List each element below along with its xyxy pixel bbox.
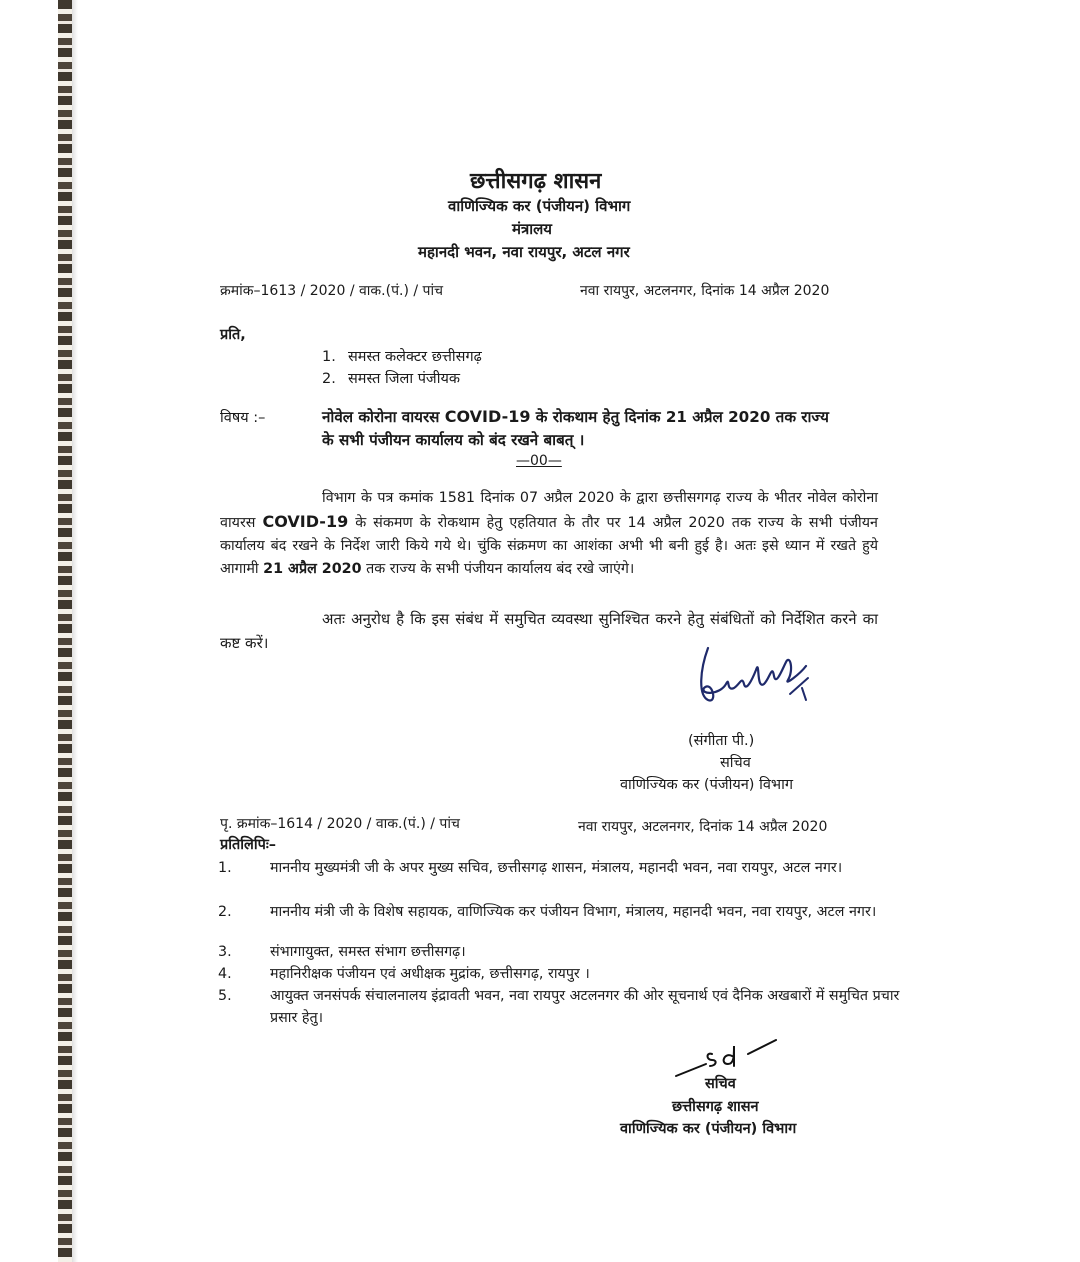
to-item-text: समस्त कलेक्टर छत्तीसगढ़ [348, 349, 482, 365]
subject-line2: के सभी पंजीयन कार्यालय को बंद रखने बाबत् । [322, 431, 585, 449]
subject-covid: COVID-19 [444, 407, 531, 426]
to-label: प्रति, [220, 327, 246, 343]
ref2-place-date: नवा रायपुर, अटलनगर, दिनांक 14 अप्रैल 2020 [578, 819, 828, 835]
p1-part-c: तक राज्य के सभी पंजीयन कार्यालय बंद रखे जाएंगे। [361, 561, 635, 577]
body-paragraph-2: अतः अनुरोध है कि इस संबंध में समुचित व्यवस्था सुनिश्चित करने हेतु संबंधितों को निर्देशित करने का कष्ट करें। [220, 610, 878, 652]
header-department: वाणिज्यिक कर (पंजीयन) विभाग [448, 197, 631, 215]
to-item-text: समस्त जिला पंजीयक [348, 371, 460, 387]
to-item-1 [322, 346, 482, 366]
p1-date: 21 अप्रैल 2020 [263, 561, 362, 577]
binding-edge [58, 0, 72, 1262]
p1-covid: COVID-19 [262, 512, 349, 531]
copy-item-number: 3. [218, 944, 232, 960]
p1-part-a: विभाग के पत्र कमांक 1581 दिनांक 07 अप्रैल 2020 के द्वारा छत्तीसगगढ़ राज्य के भीतर नोवेल कोरोना वायरस [220, 490, 878, 531]
copy-item-number: 1. [218, 860, 232, 876]
signatory2-govt: छत्तीसगढ़ शासन [672, 1099, 759, 1115]
ref-place-date: नवा रायपुर, अटलनगर, दिनांक 14 अप्रैल 2020 [580, 283, 830, 299]
signatory2-title: सचिव [705, 1076, 736, 1092]
binding-shadow [72, 0, 78, 1262]
header-ministry: मंत्रालय [512, 220, 553, 238]
copy-item-number: 4. [218, 966, 232, 982]
signatory1-dept: वाणिज्यिक कर (पंजीयन) विभाग [620, 777, 793, 793]
copy-item-text: आयुक्त जनसंपर्क संचालनालय इंद्रावती भवन, नवा रायपुर अटलनगर की ओर सूचनार्थ एवं दैनिक अखबारों में समुचित प्रचार प्रसार हेतु। [270, 988, 900, 1026]
subject-text [322, 405, 882, 452]
copy-item-text: महानिरीक्षक पंजीयन एवं अधीक्षक मुद्रांक, छत्तीसगढ़, रायपुर । [270, 966, 590, 982]
ref-number: क्रमांक–1613 / 2020 / वाक.(पं.) / पांच [220, 283, 444, 299]
body-paragraph-1 [220, 487, 878, 581]
copy-item-number: 2. [218, 904, 232, 920]
copy-item-text: संभागायुक्त, समस्त संभाग छत्तीसगढ़। [270, 944, 466, 960]
subject-line1-post: के रोकथाम हेतु दिनांक 21 अप्रैल 2020 तक राज्य [530, 408, 829, 426]
subject-separator: —00— [516, 453, 562, 469]
to-item-number: 1. [322, 349, 336, 365]
copy-item-3 [218, 941, 906, 963]
copy-item-text: माननीय मुख्यमंत्री जी के अपर मुख्य सचिव, छत्तीसगढ़ शासन, मंत्रालय, महानदी भवन, नवा रायपुर, अटल नगर। [270, 860, 843, 876]
copies-label: प्रतिलिपिः– [220, 837, 277, 853]
header-govt: छत्तीसगढ़ शासन [470, 169, 602, 194]
signatory1-name: (संगीता पी.) [688, 733, 755, 749]
subject-pre: नोवेल कोरोना वायरस [322, 408, 445, 426]
copy-item-number: 5. [218, 988, 232, 1004]
to-item-number: 2. [322, 371, 336, 387]
copy-item-text: माननीय मंत्री जी के विशेष सहायक, वाणिज्यिक कर पंजीयन विभाग, मंत्रालय, महानदी भवन, नवा रायपुर, अटल नगर। [270, 904, 877, 920]
copy-item-5 [218, 985, 906, 1029]
signatory2-dept: वाणिज्यिक कर (पंजीयन) विभाग [620, 1121, 797, 1137]
p1-part-b: के संकमण के रोकथाम हेतु एहतियात के तौर पर 14 अप्रैल 2020 तक राज्य के सभी पंजीयन कार्यालय बंद रखने के निर्देश जारी किये गये थे। चुंकि संक्रमण का आशंका अभी भी बनी हुई है। अतः इसे ध्यान में रखते हुये आगामी [220, 515, 878, 577]
header-address: महानदी भवन, नवा रायपुर, अटल नगर [418, 243, 630, 261]
ref2-number: पृ. क्रमांक–1614 / 2020 / वाक.(पं.) / पांच [220, 816, 460, 832]
copy-item-2 [218, 901, 906, 923]
subject-label: विषय :– [220, 410, 266, 426]
copy-item-4 [218, 963, 906, 985]
copy-item-1 [218, 857, 906, 879]
to-item-2 [322, 368, 460, 388]
signature-sangeeta [690, 640, 820, 720]
signatory1-title: सचिव [720, 755, 751, 771]
